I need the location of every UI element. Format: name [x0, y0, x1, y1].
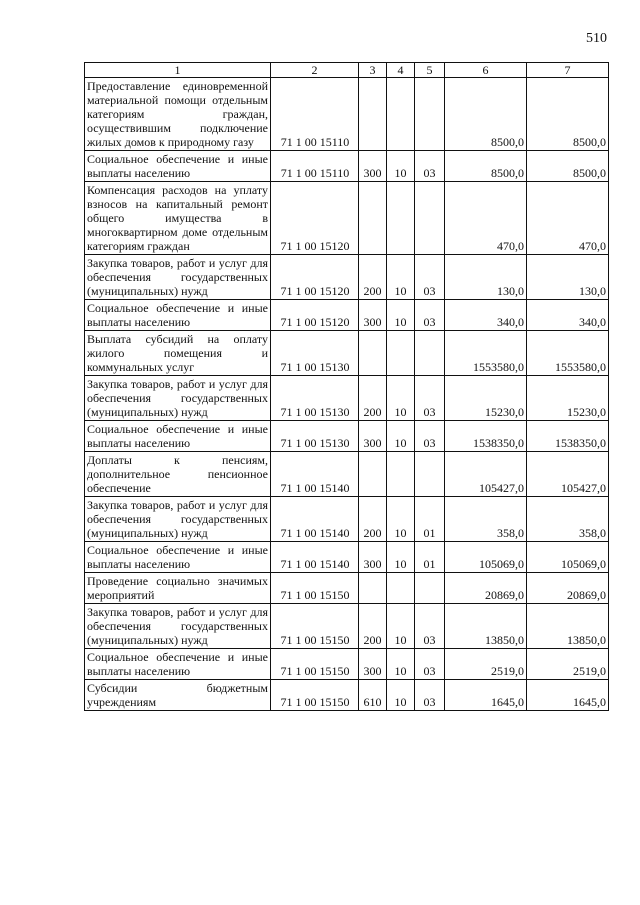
row-vr: 200: [359, 497, 387, 542]
row-name: Социальное обеспечение и иные выплаты населению: [85, 542, 271, 573]
row-code: 71 1 00 15120: [271, 255, 359, 300]
table-row: [85, 680, 609, 711]
row-amount-2: 15230,0: [527, 376, 609, 421]
row-rz: [387, 452, 415, 497]
table-row: [85, 573, 609, 604]
row-code: 71 1 00 15150: [271, 573, 359, 604]
row-amount-1: 8500,0: [445, 78, 527, 151]
row-rz: [387, 573, 415, 604]
table-row: [85, 255, 609, 300]
page-number: 510: [586, 31, 607, 46]
row-name: Социальное обеспечение и иные выплаты населению: [85, 421, 271, 452]
row-rz: 10: [387, 649, 415, 680]
row-amount-2: 105069,0: [527, 542, 609, 573]
row-rz: 10: [387, 255, 415, 300]
row-code: 71 1 00 15150: [271, 649, 359, 680]
row-amount-1: 105427,0: [445, 452, 527, 497]
row-amount-1: 15230,0: [445, 376, 527, 421]
table-row: [85, 182, 609, 255]
row-code: 71 1 00 15140: [271, 497, 359, 542]
table-row: [85, 78, 609, 151]
row-amount-1: 1645,0: [445, 680, 527, 711]
row-amount-1: 1553580,0: [445, 331, 527, 376]
row-amount-1: 8500,0: [445, 151, 527, 182]
row-amount-1: 13850,0: [445, 604, 527, 649]
row-name: Социальное обеспечение и иные выплаты населению: [85, 300, 271, 331]
row-code: 71 1 00 15150: [271, 680, 359, 711]
row-rz: 10: [387, 604, 415, 649]
table-row: [85, 151, 609, 182]
row-amount-2: 20869,0: [527, 573, 609, 604]
row-pr: 03: [415, 421, 445, 452]
table-row: [85, 649, 609, 680]
table-row: [85, 604, 609, 649]
row-pr: 03: [415, 376, 445, 421]
row-pr: [415, 331, 445, 376]
row-amount-1: 2519,0: [445, 649, 527, 680]
row-rz: 10: [387, 376, 415, 421]
row-vr: [359, 182, 387, 255]
row-vr: 200: [359, 604, 387, 649]
row-amount-2: 358,0: [527, 497, 609, 542]
row-amount-1: 105069,0: [445, 542, 527, 573]
row-amount-2: 340,0: [527, 300, 609, 331]
row-vr: [359, 452, 387, 497]
row-rz: [387, 78, 415, 151]
row-rz: [387, 182, 415, 255]
row-pr: 03: [415, 300, 445, 331]
row-amount-2: 1553580,0: [527, 331, 609, 376]
row-name: Социальное обеспечение и иные выплаты населению: [85, 649, 271, 680]
row-amount-2: 1538350,0: [527, 421, 609, 452]
row-pr: [415, 573, 445, 604]
header-cell: 5: [415, 63, 445, 78]
table-row: [85, 421, 609, 452]
row-pr: [415, 452, 445, 497]
row-name: Социальное обеспечение и иные выплаты населению: [85, 151, 271, 182]
row-code: 71 1 00 15110: [271, 151, 359, 182]
row-pr: 01: [415, 497, 445, 542]
row-code: 71 1 00 15130: [271, 376, 359, 421]
row-name: Предоставление единовременной материальной помощи отдельным категориям граждан, осуществившим подключение жилых домов к природному газу: [85, 78, 271, 151]
row-vr: [359, 78, 387, 151]
table-row: [85, 300, 609, 331]
row-code: 71 1 00 15110: [271, 78, 359, 151]
row-name: Проведение социально значимых мероприятий: [85, 573, 271, 604]
row-pr: 03: [415, 604, 445, 649]
header-cell: 1: [85, 63, 271, 78]
row-amount-1: 20869,0: [445, 573, 527, 604]
row-vr: [359, 331, 387, 376]
row-pr: 03: [415, 255, 445, 300]
header-cell: 6: [445, 63, 527, 78]
row-name: Закупка товаров, работ и услуг для обеспечения государственных (муниципальных) нужд: [85, 255, 271, 300]
row-code: 71 1 00 15130: [271, 421, 359, 452]
header-cell: 2: [271, 63, 359, 78]
header-cell: 3: [359, 63, 387, 78]
row-vr: 300: [359, 151, 387, 182]
header-cell: 7: [527, 63, 609, 78]
row-amount-1: 358,0: [445, 497, 527, 542]
row-code: 71 1 00 15150: [271, 604, 359, 649]
row-amount-1: 1538350,0: [445, 421, 527, 452]
table-row: [85, 331, 609, 376]
row-name: Закупка товаров, работ и услуг для обеспечения государственных (муниципальных) нужд: [85, 604, 271, 649]
row-pr: 03: [415, 680, 445, 711]
row-vr: 200: [359, 376, 387, 421]
row-code: 71 1 00 15130: [271, 331, 359, 376]
row-rz: 10: [387, 497, 415, 542]
row-pr: 01: [415, 542, 445, 573]
row-name: Доплаты к пенсиям, дополнительное пенсионное обеспечение: [85, 452, 271, 497]
row-vr: [359, 573, 387, 604]
row-rz: [387, 331, 415, 376]
budget-table: [84, 62, 609, 711]
header-cell: 4: [387, 63, 415, 78]
row-amount-2: 130,0: [527, 255, 609, 300]
row-pr: 03: [415, 151, 445, 182]
row-code: 71 1 00 15140: [271, 452, 359, 497]
row-name: Закупка товаров, работ и услуг для обеспечения государственных (муниципальных) нужд: [85, 497, 271, 542]
row-amount-2: 105427,0: [527, 452, 609, 497]
row-amount-1: 470,0: [445, 182, 527, 255]
row-rz: 10: [387, 542, 415, 573]
row-name: Закупка товаров, работ и услуг для обеспечения государственных (муниципальных) нужд: [85, 376, 271, 421]
row-vr: 300: [359, 421, 387, 452]
row-amount-2: 13850,0: [527, 604, 609, 649]
row-pr: 03: [415, 649, 445, 680]
row-rz: 10: [387, 421, 415, 452]
row-name: Компенсация расходов на уплату взносов на капитальный ремонт общего имущества в многоквартирном доме отдельным категориям граждан: [85, 182, 271, 255]
table-row: [85, 542, 609, 573]
row-amount-2: 8500,0: [527, 78, 609, 151]
row-vr: 300: [359, 542, 387, 573]
row-code: 71 1 00 15140: [271, 542, 359, 573]
row-code: 71 1 00 15120: [271, 300, 359, 331]
row-vr: 200: [359, 255, 387, 300]
row-code: 71 1 00 15120: [271, 182, 359, 255]
table-row: [85, 376, 609, 421]
row-amount-1: 340,0: [445, 300, 527, 331]
row-amount-1: 130,0: [445, 255, 527, 300]
row-vr: 300: [359, 649, 387, 680]
row-rz: 10: [387, 300, 415, 331]
table-row: [85, 452, 609, 497]
row-amount-2: 8500,0: [527, 151, 609, 182]
row-rz: 10: [387, 680, 415, 711]
row-pr: [415, 78, 445, 151]
row-rz: 10: [387, 151, 415, 182]
row-vr: 300: [359, 300, 387, 331]
row-amount-2: 1645,0: [527, 680, 609, 711]
table-row: [85, 497, 609, 542]
row-amount-2: 470,0: [527, 182, 609, 255]
row-amount-2: 2519,0: [527, 649, 609, 680]
table-header-row: [85, 63, 609, 78]
row-pr: [415, 182, 445, 255]
row-name: Субсидии бюджетным учреждениям: [85, 680, 271, 711]
row-vr: 610: [359, 680, 387, 711]
row-name: Выплата субсидий на оплату жилого помещения и коммунальных услуг: [85, 331, 271, 376]
